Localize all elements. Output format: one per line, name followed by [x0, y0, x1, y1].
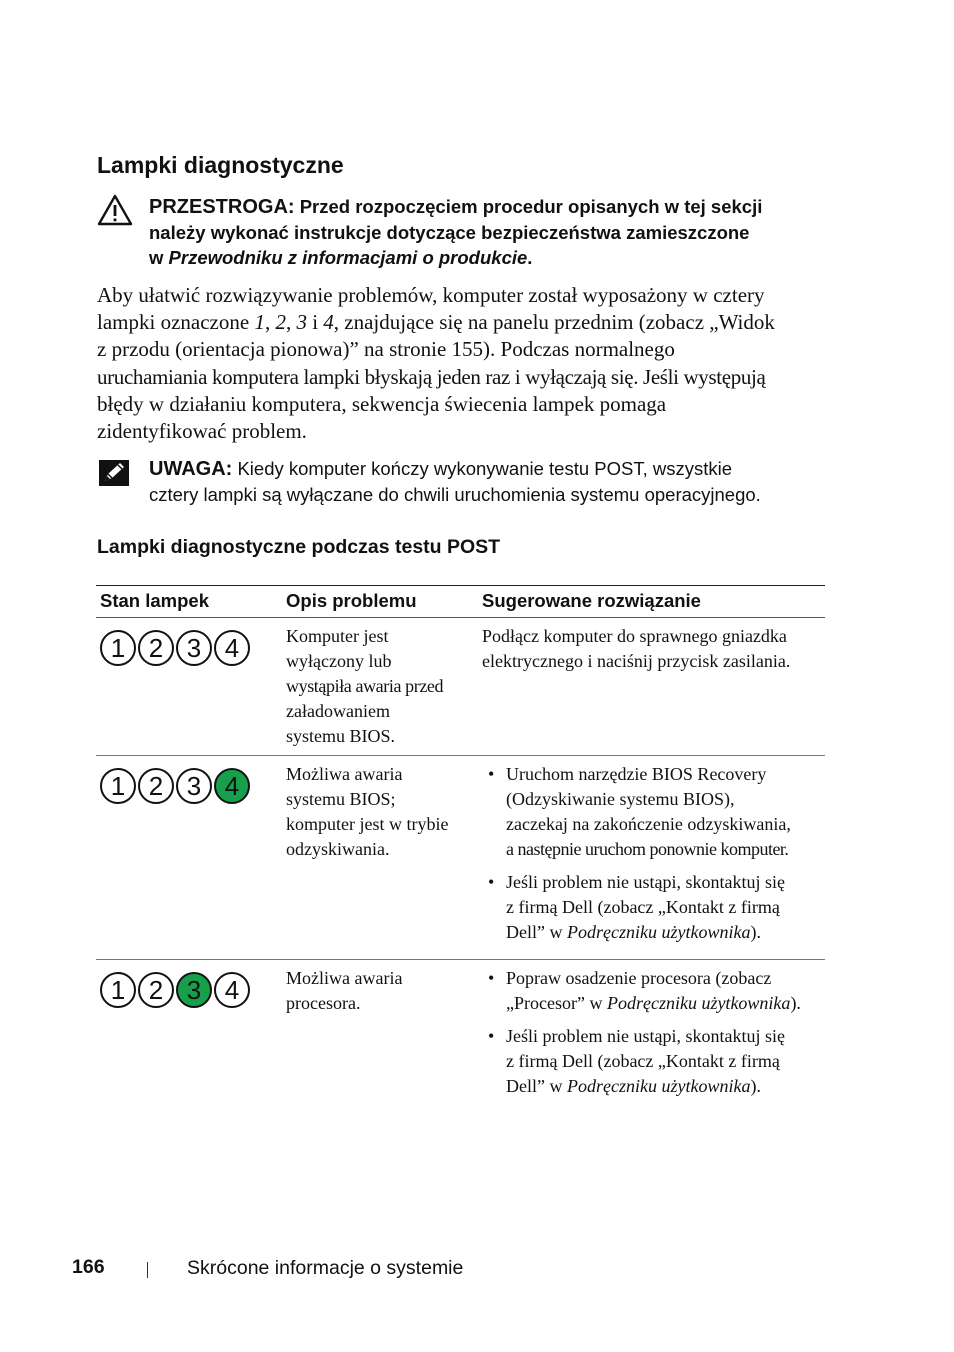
body-line-6: zidentyfikować problem. [97, 419, 307, 444]
light-ref-2: 2 [275, 310, 286, 335]
body-line-5: błędy w działaniu komputera, sekwencja świecenia lampek pomaga [97, 391, 667, 416]
light-2-icon: 2 [138, 768, 174, 804]
note-text-line1: Kiedy komputer kończy wykonywanie testu POST, wszystkie [232, 458, 733, 479]
footer-section-title: Skrócone informacje o systemie [187, 1257, 464, 1279]
light-ref-3: 3 [296, 310, 307, 335]
caution-label: PRZESTROGA: [149, 196, 295, 218]
caution-text-line2: należy wykonać instrukcje dotyczące bezpieczeństwa zamieszczone [149, 222, 750, 243]
light-3-icon: 3 [176, 630, 212, 666]
section-title: Lampki diagnostyczne [97, 152, 344, 178]
body-line-2: lampki oznaczone 1, 2, 3 i 4, znajdujące się na panelu przednim (zobacz „Widok [97, 310, 775, 335]
col-header-solution: Sugerowane rozwiązanie [478, 586, 825, 618]
solution-cell [478, 960, 825, 1114]
table-caption: Lampki diagnostyczne podczas testu POST [97, 536, 501, 558]
diagnostic-table [96, 585, 825, 1113]
col-header-problem: Opis problemu [282, 586, 478, 618]
solution-cell: Podłącz komputer do sprawnego gniazdka elektrycznego i naciśnij przycisk zasilania. [482, 626, 791, 671]
note-pencil-icon [99, 460, 129, 491]
solution-bullet: • Jeśli problem nie ustąpi, skontaktuj się z firmą Dell (zobacz „Kontakt z firmą Dell” w Podręczniku użytkownika). [482, 1024, 821, 1099]
caution-callout [97, 194, 827, 270]
light-4-icon: 4 [214, 630, 250, 666]
page-number: 166 [72, 1256, 105, 1278]
light-2-icon: 2 [138, 972, 174, 1008]
solution-cell [478, 756, 825, 960]
table-row [96, 960, 825, 1114]
solution-bullet: • Uruchom narzędzie BIOS Recovery (Odzyskiwanie systemu BIOS), zaczekaj na zakończenie odzyskiwania, a następnie uruchom ponownie komputer. [482, 762, 821, 862]
table-header-row [96, 586, 825, 618]
caution-doc-title: Przewodniku z informacjami o produkcie [168, 247, 528, 268]
table-row [96, 756, 825, 960]
footer-separator [147, 1262, 148, 1278]
problem-cell: Możliwa awaria systemu BIOS; komputer jest w trybie odzyskiwania. [286, 764, 449, 859]
light-3-icon: 3 [176, 768, 212, 804]
light-1-icon: 1 [100, 768, 136, 804]
light-2-icon: 2 [138, 630, 174, 666]
body-paragraph [97, 282, 825, 445]
user-guide-title: Podręczniku użytkownika [566, 1076, 751, 1096]
body-line-4: uruchamiania komputera lampki błyskają jeden raz i wyłączają się. Jeśli występują [97, 364, 766, 389]
caution-text-line3-pre: w [149, 247, 169, 268]
warning-triangle-icon [97, 194, 133, 231]
light-pattern [100, 762, 278, 804]
user-guide-title: Podręczniku użytkownika [566, 922, 751, 942]
light-4-icon: 4 [214, 972, 250, 1008]
table-row [96, 618, 825, 756]
light-pattern [100, 966, 278, 1008]
caution-text-line1: Przed rozpoczęciem procedur opisanych w tej sekcji [294, 196, 763, 217]
problem-cell: Komputer jest wyłączony lub wystąpiła awaria przed załadowaniem systemu BIOS. [286, 626, 444, 746]
solution-bullet: • Popraw osadzenie procesora (zobacz „Procesor” w Podręczniku użytkownika). [482, 966, 821, 1016]
light-1-icon: 1 [100, 630, 136, 666]
note-text-line2: cztery lampki są wyłączane do chwili uruchomienia systemu operacyjnego. [149, 484, 761, 505]
light-1-icon: 1 [100, 972, 136, 1008]
solution-bullet: • Jeśli problem nie ustąpi, skontaktuj się z firmą Dell (zobacz „Kontakt z firmą Dell” w Podręczniku użytkownika). [482, 870, 821, 945]
light-3-icon: 3 [176, 972, 212, 1008]
user-guide-title: Podręczniku użytkownika [606, 993, 791, 1013]
col-header-light-state: Stan lampek [96, 586, 282, 618]
light-ref-4: 4 [323, 310, 334, 335]
caution-text-line3-post: . [527, 247, 533, 268]
light-4-icon: 4 [214, 768, 250, 804]
note-callout [97, 456, 827, 507]
body-line-3: z przodu (orientacja pionowa)” na stronie 155). Podczas normalnego [97, 337, 675, 362]
light-ref-1: 1 [254, 310, 265, 335]
problem-cell: Możliwa awaria procesora. [286, 968, 403, 1013]
body-line-1: Aby ułatwić rozwiązywanie problemów, komputer został wyposażony w cztery [97, 283, 765, 307]
note-label: UWAGA: [149, 458, 233, 480]
light-pattern [100, 624, 278, 666]
